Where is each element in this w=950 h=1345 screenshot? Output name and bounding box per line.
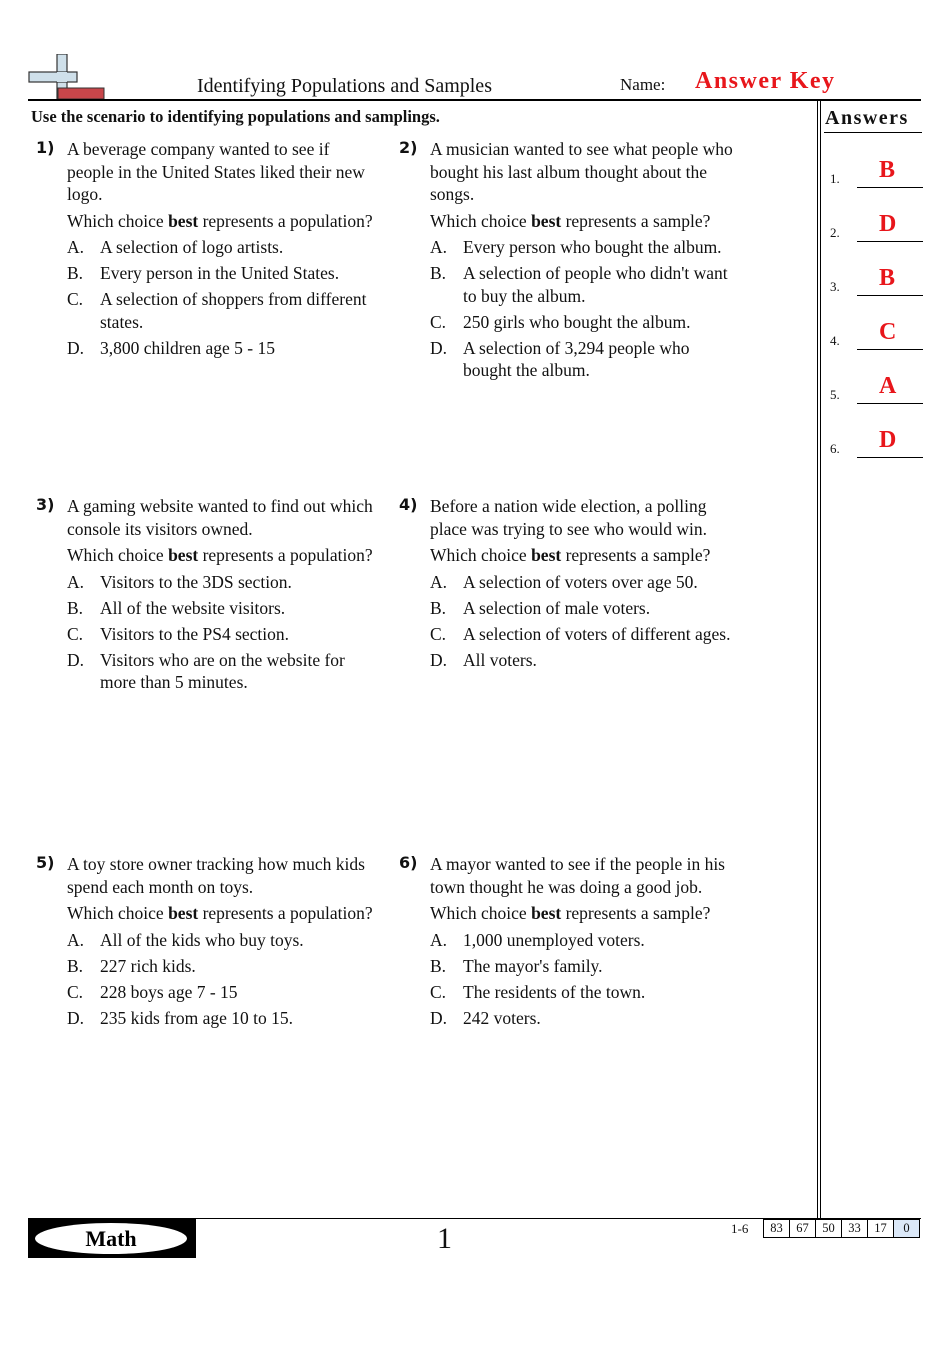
answer-key-label: Answer Key — [695, 68, 836, 94]
question-scenario: Before a nation wide election, a polling place was trying to see who would win. — [430, 496, 708, 539]
option-d: D. All voters. — [430, 649, 537, 670]
option-c: C. Visitors to the PS4 section. — [67, 623, 290, 644]
question-number: 1) — [36, 138, 55, 157]
math-badge — [28, 1219, 196, 1258]
answers-divider — [820, 101, 821, 1219]
option-d: D. 3,800 children age 5 - 15 — [67, 337, 275, 358]
question-scenario: A musician wanted to see what people who bought his last album thought about the songs. — [430, 139, 733, 204]
option-b: B. A selection of male voters. — [430, 597, 651, 618]
score-cell: 67 — [790, 1219, 816, 1238]
answer-number: 4. — [830, 333, 840, 348]
question-number: 4) — [399, 495, 418, 514]
option-a: A. All of the kids who buy toys. — [67, 929, 304, 950]
answer-line — [857, 295, 923, 296]
answer-row — [830, 158, 923, 188]
score-cell: 50 — [816, 1219, 842, 1238]
option-c: C. 228 boys age 7 - 15 — [67, 981, 238, 1002]
answer-number: 2. — [830, 225, 840, 240]
answer-number: 5. — [830, 387, 840, 402]
question-prompt: Which choice best represents a population? — [67, 903, 373, 923]
option-b: B. All of the website visitors. — [67, 597, 286, 618]
page-number: 1 — [437, 1222, 452, 1255]
answer-value: D — [879, 427, 897, 453]
score-cell: 83 — [763, 1219, 790, 1238]
option-d: D. 242 voters. — [430, 1007, 541, 1028]
question-prompt: Which choice best represents a sample? — [430, 903, 711, 923]
answers-divider — [817, 101, 818, 1219]
answer-row — [830, 320, 923, 350]
question-prompt: Which choice best represents a population? — [67, 210, 373, 231]
option-a: A. Visitors to the 3DS section. — [67, 571, 292, 592]
option-c: C. A selection of voters of different ages. — [430, 623, 731, 644]
answer-line — [857, 349, 923, 350]
instructions: Use the scenario to identifying populations and samplings. — [31, 107, 440, 126]
option-c: C. The residents of the town. — [430, 981, 646, 1002]
answer-row — [830, 374, 923, 404]
question-number: 5) — [36, 853, 55, 872]
name-label: Name: — [620, 75, 666, 94]
answer-line — [857, 241, 923, 242]
question-scenario: A beverage company wanted to see if people in the United States liked their new logo. — [67, 139, 365, 204]
option-a: A. A selection of logo artists. — [67, 237, 284, 257]
page-title: Identifying Populations and Samples — [197, 75, 492, 97]
score-cell: 0 — [894, 1219, 920, 1238]
option-c: C. 250 girls who bought the album. — [430, 311, 691, 332]
option-a: A. Every person who bought the album. — [430, 237, 722, 257]
answer-row — [830, 212, 923, 242]
answer-line — [857, 457, 923, 458]
option-d: D. Visitors who are on the website for more than 5 minutes. — [67, 649, 345, 692]
answer-number: 3. — [830, 279, 840, 294]
question-prompt: Which choice best represents a sample? — [430, 545, 711, 565]
header-divider — [28, 99, 921, 101]
question-scenario: A mayor wanted to see if the people in his town thought he was doing a good job. — [430, 854, 725, 897]
question-prompt: Which choice best represents a sample? — [430, 210, 711, 231]
answer-number: 6. — [830, 441, 840, 456]
option-a: A. A selection of voters over age 50. — [430, 571, 698, 592]
answer-number: 1. — [830, 171, 840, 186]
score-cell: 17 — [868, 1219, 894, 1238]
question-number: 3) — [36, 495, 55, 514]
answer-value: B — [879, 157, 896, 183]
score-range-label: 1-6 — [731, 1221, 749, 1236]
question-scenario: A gaming website wanted to find out which console its visitors owned. — [67, 496, 373, 539]
option-b: B. Every person in the United States. — [67, 263, 340, 283]
option-d: D. A selection of 3,294 people who bought the album. — [430, 337, 690, 380]
question-number: 6) — [399, 853, 418, 872]
answer-value: B — [879, 265, 896, 291]
answer-row — [830, 266, 923, 296]
score-cell: 33 — [842, 1219, 868, 1238]
answer-value: C — [879, 319, 897, 345]
answer-value: A — [879, 373, 897, 399]
question-number: 2) — [399, 138, 418, 157]
option-c: C. A selection of shoppers from different states. — [67, 289, 367, 332]
option-b: B. The mayor's family. — [430, 955, 603, 976]
answer-line — [857, 187, 923, 188]
answers-title: Answers — [825, 107, 909, 129]
option-b: B. 227 rich kids. — [67, 955, 196, 976]
option-d: D. 235 kids from age 10 to 15. — [67, 1007, 293, 1028]
math-badge-label: Math — [85, 1226, 137, 1251]
score-table — [763, 1219, 920, 1238]
question-scenario: A toy store owner tracking how much kids spend each month on toys. — [67, 854, 365, 897]
answer-line — [857, 403, 923, 404]
answer-value: D — [879, 211, 897, 237]
answers-title-underline — [824, 132, 922, 133]
answer-row — [830, 428, 923, 458]
question-prompt: Which choice best represents a population? — [67, 545, 373, 565]
plus-logo-icon — [28, 54, 106, 100]
option-b: B. A selection of people who didn't want to buy the album. — [430, 263, 728, 306]
option-a: A. 1,000 unemployed voters. — [430, 929, 645, 950]
